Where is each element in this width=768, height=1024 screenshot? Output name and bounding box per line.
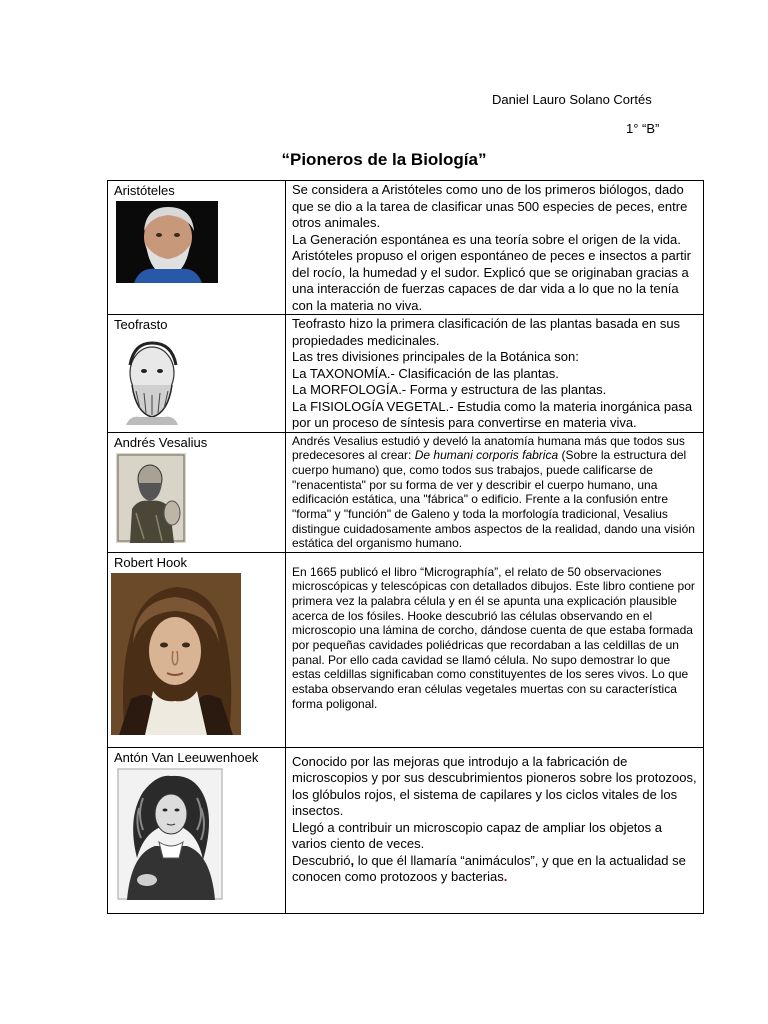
name-cell — [108, 432, 286, 552]
paragraph: Las tres divisiones principales de la Botánica son: — [292, 349, 579, 364]
text-segment: Andrés Vesalius estudió y develó la anatomía humana más que todos sus predecesores al crear: — [292, 433, 685, 463]
pioneer-name: Aristóteles — [114, 183, 175, 198]
table-row — [108, 552, 704, 747]
paragraph: Se considera a Aristóteles como uno de los primeros biólogos, dado que se dio a la tarea de clasificar unas 500 especies de peces, entre otros animales. — [292, 182, 688, 230]
name-cell — [108, 315, 286, 433]
description-cell — [286, 181, 704, 315]
aristotle-portrait-icon — [116, 201, 285, 283]
description-cell — [286, 432, 704, 552]
table-row — [108, 432, 704, 552]
paragraph: Teofrasto hizo la primera clasificación de las plantas basada en sus propiedades medicinales. — [292, 316, 681, 348]
vesalius-portrait-icon — [116, 453, 285, 543]
pioneer-name: Antón Van Leeuwenhoek — [114, 749, 259, 765]
paragraph — [292, 853, 699, 886]
hooke-portrait-icon — [111, 573, 285, 735]
description-cell — [286, 747, 704, 913]
paragraph: La TAXONOMÍA.- Clasificación de las plantas. — [292, 365, 559, 381]
description-cell — [286, 552, 704, 747]
paragraph: La MORFOLOGÍA.- Forma y estructura de las plantas. — [292, 382, 607, 397]
text-segment: Descubrió — [292, 852, 351, 868]
theophrastus-portrait-icon — [116, 335, 285, 425]
name-cell — [108, 552, 286, 747]
table-row — [108, 181, 704, 315]
paragraph: Llegó a contribuir un microscopio capaz de ampliar los objetos a varios ciento de veces. — [292, 819, 662, 851]
pioneers-table — [107, 180, 704, 914]
red-period: . — [503, 869, 508, 884]
paragraph: La Generación espontánea es una teoría sobre el origen de la vida. Aristóteles propuso el origen espontáneo de peces e insectos a partir del rocío, la humedad y el sudor. Explicó que se originaban gracias a una interacción de fuerzas capaces de dar vida a lo que no la tenía con la materia no viva. — [292, 231, 691, 313]
paragraph: Conocido por las mejoras que introdujo a la fabricación de microscopios y por sus descubrimientos pioneros sobre los protozoos, los glóbulos rojos, el sistema de capilares y los ciclos vitales de los insectos. — [292, 753, 697, 818]
leeuwenhoek-portrait-icon — [117, 768, 285, 900]
text-segment: (Sobre la estructura del cuerpo humano) que, como todos sus trabajos, puede calificarse de "renacentista" por su forma de ver y describir el cuerpo humano, una edificación estática, una "fábrica" o edificio. Frente a la confusión entre "forma" y "función" de Galeno y toda la morfología tradicional, Vesalius distingue cuidadosamente ambos aspectos de la realidad, dando una visión estática del organismo humano. — [292, 448, 695, 551]
pioneer-name: Andrés Vesalius — [114, 434, 208, 450]
name-cell — [108, 747, 286, 913]
pioneer-name: Robert Hook — [114, 554, 187, 570]
table-row — [108, 747, 704, 913]
paragraph: En 1665 publicó el libro “Micrographía”, el relato de 50 observaciones microscópicas y telescópicas con detallados dibujos. Este libro contiene por primera vez la palabra célula y en él se apunta una explicación plausible acerca de los fósiles. Hooke descubrió las células observando en el microscopio una lámina de corcho, dándose cuenta de que estaba formada por pequeñas cavidades poliédricas que recordaban a las celdillas de un panal. Por ello cada cavidad se llamó célula. No supo demostrar lo que estas celdillas significaban como constituyentes de los seres vivos. Lo que estaba observando eran células vegetales muertas con su característica forma poligonal. — [292, 564, 695, 711]
pioneer-name: Teofrasto — [114, 317, 168, 332]
text-segment: lo que él llamaría “animáculos”, y que en la actualidad se conocen como protozoos y bacterias — [292, 852, 686, 884]
table-row — [108, 315, 704, 433]
paragraph — [292, 434, 699, 552]
description-cell — [286, 315, 704, 433]
grade-label: 1° “B” — [626, 121, 660, 136]
page-title: “Pioneros de la Biología” — [281, 150, 487, 169]
bold-comma: , — [350, 852, 355, 868]
paragraph: La FISIOLOGÍA VEGETAL.- Estudia como la materia inorgánica pasa por un proceso de síntesis para convertirse en materia viva. — [292, 398, 693, 430]
book-title: De humani corporis fabrica — [414, 448, 559, 463]
author-name: Daniel Lauro Solano Cortés — [492, 92, 652, 107]
name-cell — [108, 181, 286, 315]
